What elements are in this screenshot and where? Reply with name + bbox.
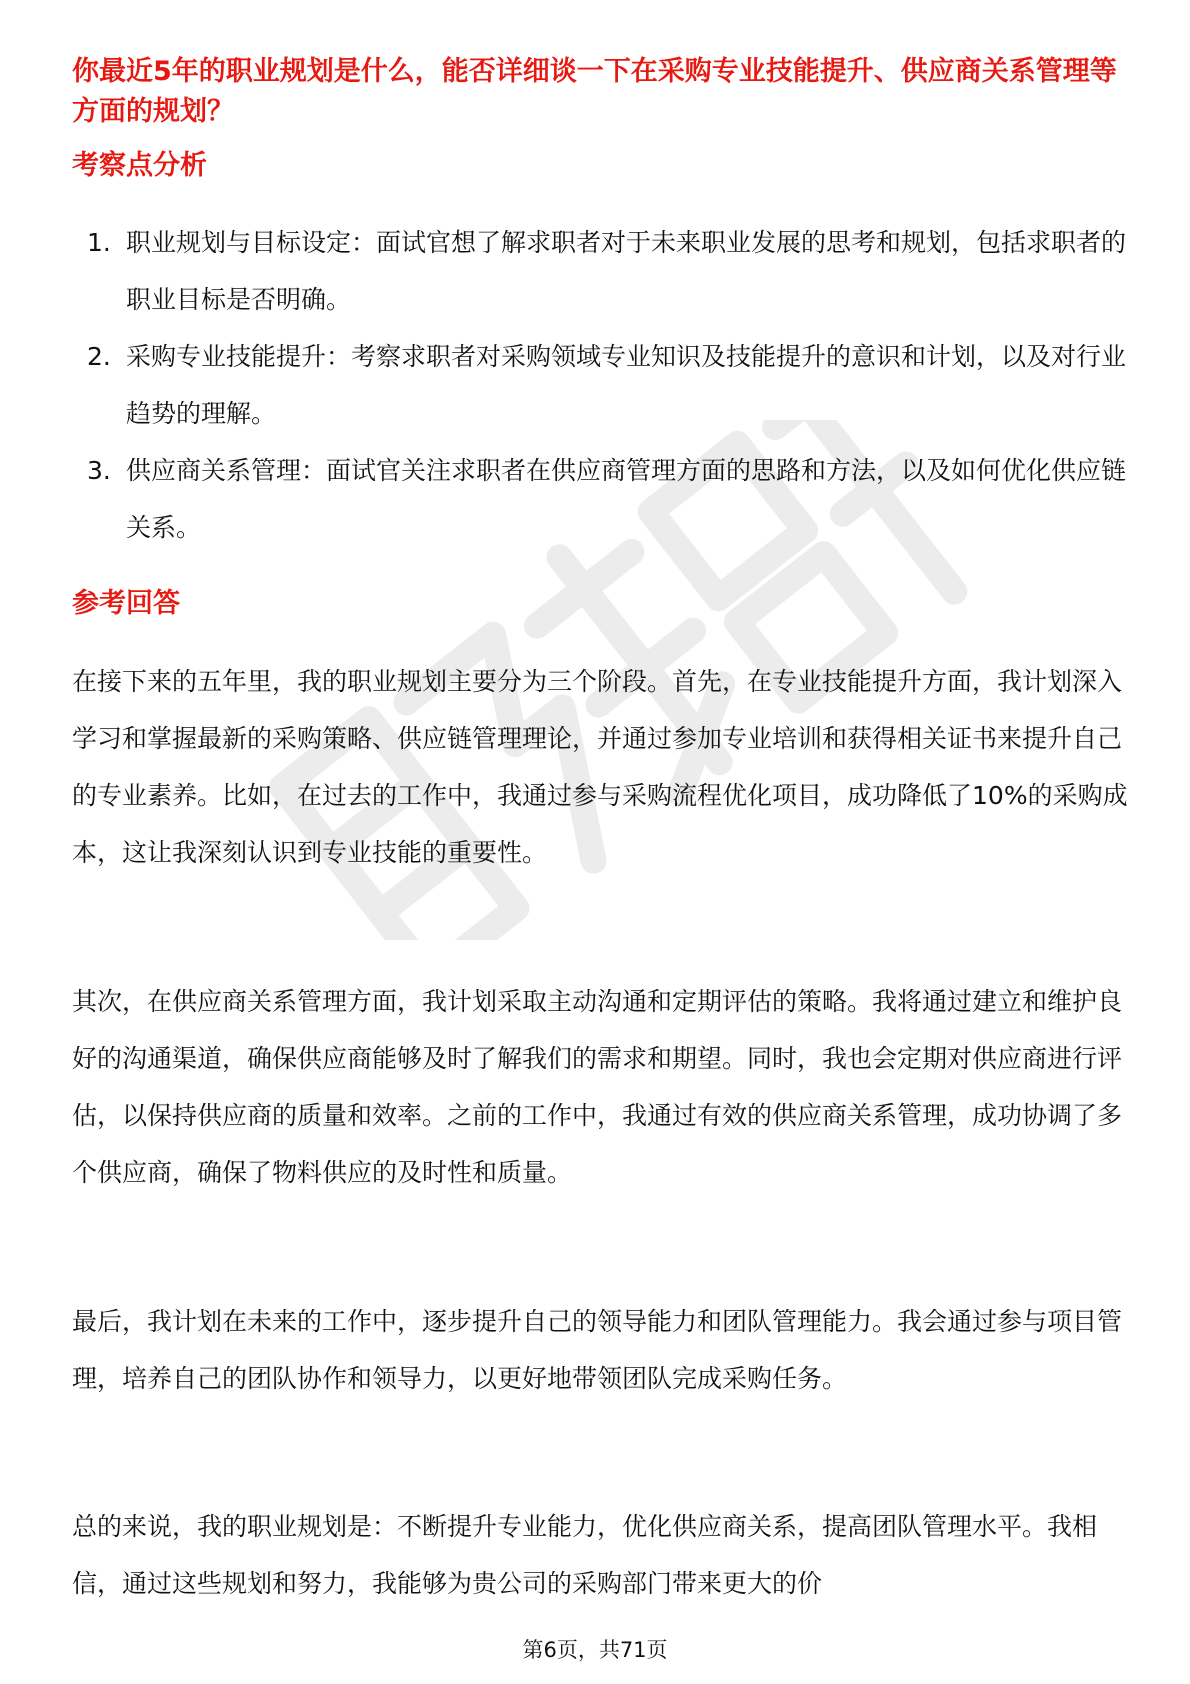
answer-paragraph: 最后，我计划在未来的工作中，逐步提升自己的领导能力和团队管理能力。我会通过参与项目管理，培养自己的团队协作和领导力，以更好地带领团队完成采购任务。 — [72, 1307, 1123, 1393]
list-item-number: 2. — [87, 342, 111, 371]
list-item — [72, 328, 1132, 442]
analysis-heading: 考察点分析 — [72, 150, 207, 181]
list-item-text: 供应商关系管理：面试官关注求职者在供应商管理方面的思路和方法，以及如何优化供应链关系。 — [126, 456, 1127, 542]
list-item-text: 采购专业技能提升：考察求职者对采购领域专业知识及技能提升的意识和计划，以及对行业趋势的理解。 — [126, 342, 1127, 428]
list-item — [72, 214, 1132, 328]
list-item-text: 职业规划与目标设定：面试官想了解求职者对于未来职业发展的思考和规划，包括求职者的职业目标是否明确。 — [126, 228, 1127, 314]
page-number-footer: 第6页，共71页 — [522, 1638, 668, 1662]
analysis-point-list — [72, 214, 1132, 556]
list-item — [72, 442, 1132, 556]
list-item-number: 3. — [87, 456, 111, 485]
answer-paragraph: 其次，在供应商关系管理方面，我计划采取主动沟通和定期评估的策略。我将通过建立和维护良好的沟通渠道，确保供应商能够及时了解我们的需求和期望。同时，我也会定期对供应商进行评估，以保持供应商的质量和效率。之前的工作中，我通过有效的供应商关系管理，成功协调了多个供应商，确保了物料供应的及时性和质量。 — [72, 987, 1123, 1187]
answer-paragraph: 在接下来的五年里，我的职业规划主要分为三个阶段。首先，在专业技能提升方面，我计划深入学习和掌握最新的采购策略、供应链管理理论，并通过参加专业培训和获得相关证书来提升自己的专业素养。比如，在过去的工作中，我通过参与采购流程优化项目，成功降低了10%的采购成本，这让我深刻认识到专业技能的重要性。 — [72, 667, 1128, 867]
list-item-number: 1. — [87, 228, 111, 257]
question-title: 你最近5年的职业规划是什么，能否详细谈一下在采购专业技能提升、供应商关系管理等方面的规划？ — [72, 56, 1117, 127]
answer-paragraph: 总的来说，我的职业规划是：不断提升专业能力，优化供应商关系，提高团队管理水平。我相信，通过这些规划和努力，我能够为贵公司的采购部门带来更大的价 — [72, 1512, 1098, 1598]
answer-heading: 参考回答 — [72, 588, 180, 619]
